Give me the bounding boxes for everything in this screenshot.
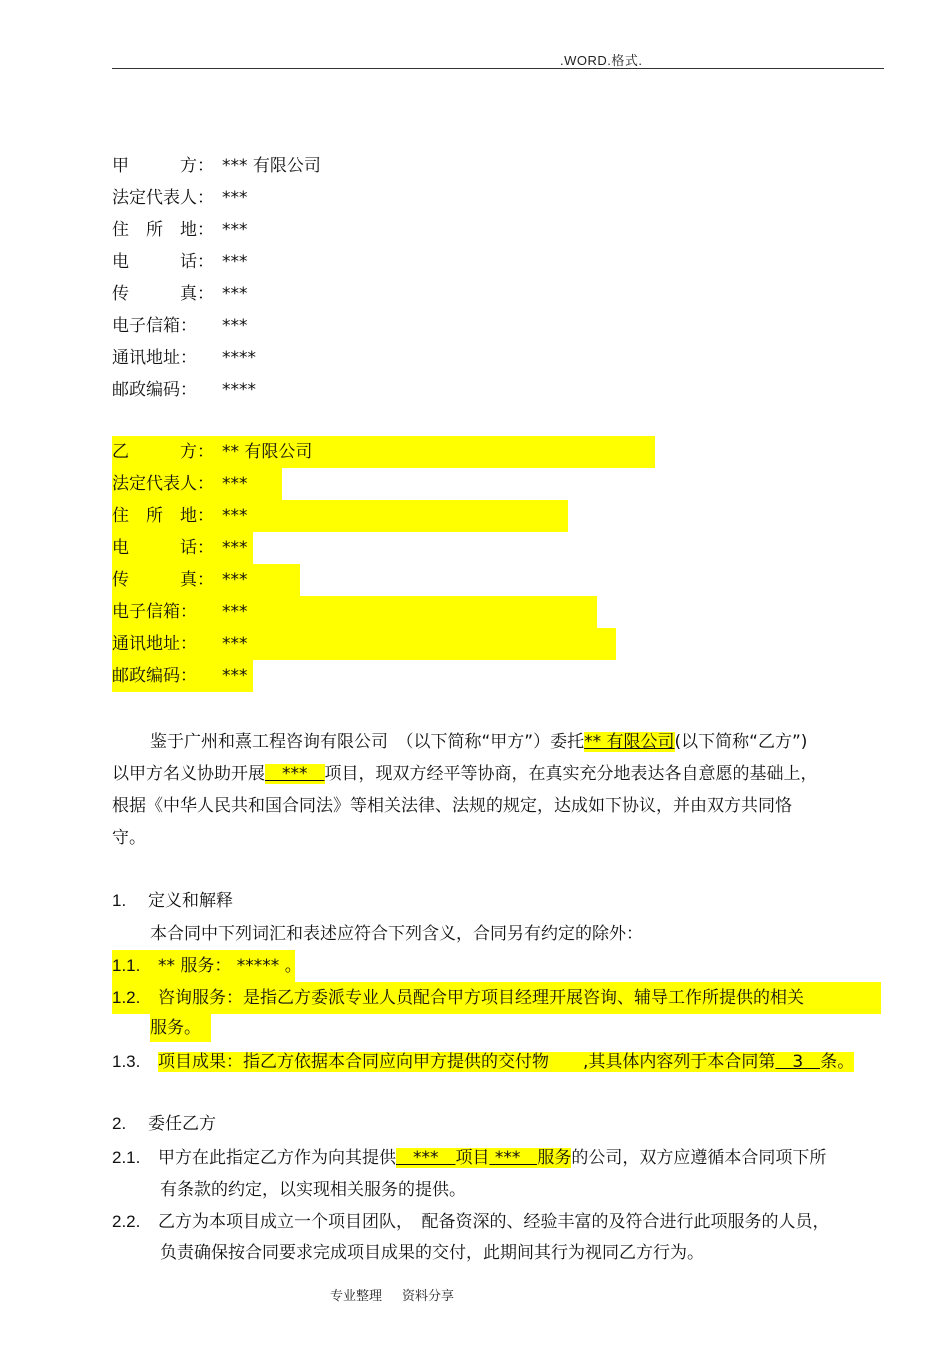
party-a-row — [112, 214, 248, 246]
intro-line: 根据《中华人民共和国合同法》等相关法律、法规的规定，达成如下协议，并由双方共同恪 — [112, 796, 792, 816]
party-b-value: *** — [222, 602, 248, 622]
footer-left: 专业整理 — [330, 1289, 383, 1304]
party-a-row — [112, 278, 248, 310]
party-b-row — [112, 532, 253, 564]
section-title: 定义和解释 — [148, 891, 233, 911]
party-b-label: 传 真： — [112, 570, 214, 590]
party-a-value: *** — [222, 188, 248, 208]
party-b-label: 电 话： — [112, 538, 214, 558]
party-a-value: **** — [222, 348, 256, 368]
clause-1-3 — [112, 1046, 854, 1078]
party-a-label: 住 所 地： — [112, 220, 214, 240]
party-b-row — [112, 500, 568, 532]
intro-text: 以甲方名义协助开展 — [112, 764, 265, 784]
clause-1-2-cont: 服务。 — [150, 1014, 211, 1042]
party-b-label: 住 所 地： — [112, 506, 214, 526]
party-b-row — [112, 468, 282, 500]
clause-text: 甲方在此指定乙方作为向其提供 — [158, 1148, 396, 1168]
clause-number: 1.1. — [112, 956, 141, 975]
service-highlight: *** — [396, 1148, 456, 1168]
clause-text: 条。 — [820, 1052, 855, 1072]
clause-2-1 — [112, 1142, 826, 1174]
service-highlight: *** — [489, 1148, 538, 1168]
clause-2-1-cont: 有条款的约定，以实现相关服务的提供。 — [160, 1180, 466, 1200]
clause-ref-highlight: 3 — [775, 1052, 821, 1072]
party-a-value: *** — [222, 284, 248, 304]
party-a-label: 邮政编码： — [112, 380, 197, 400]
intro-text: 鉴于广州和熹工程咨询有限公司 （以下简称“甲方”）委托 — [150, 732, 585, 752]
party-a-value: *** — [222, 220, 248, 240]
clause-number: 1.2. — [112, 988, 141, 1007]
party-a-value: *** — [222, 252, 248, 272]
party-a-label: 电 话： — [112, 252, 214, 272]
clause-text: 咨询服务：是指乙方委派专业人员配合甲方项目经理开展咨询、辅导工作所提供的相关 — [158, 988, 804, 1008]
clause-1-2 — [112, 982, 881, 1014]
section-1-lead: 本合同中下列词汇和表述应符合下列含义，合同另有约定的除外： — [150, 924, 643, 944]
footer-right: 资料分享 — [402, 1289, 455, 1304]
party-a-row — [112, 182, 248, 214]
party-b-value: *** — [222, 666, 248, 686]
party-b-row — [112, 660, 253, 692]
page-footer — [330, 1285, 454, 1304]
party-a-row — [112, 374, 256, 406]
party-a-value: *** 有限公司 — [222, 156, 321, 176]
party-b-label: 邮政编码： — [112, 666, 197, 686]
intro-text: (以下简称“乙方”) — [674, 732, 808, 752]
page-header: .WORD.格式. — [560, 53, 643, 68]
party-b-value: ** 有限公司 — [222, 442, 313, 462]
party-b-label: 电子信箱： — [112, 602, 197, 622]
party-a-value: **** — [222, 380, 256, 400]
party-a-label: 法定代表人： — [112, 188, 214, 208]
clause-text: 项目成果：指乙方依据本合同应向甲方提供的交付物 ,其具体内容列于本合同第 — [158, 1052, 776, 1072]
intro-line: 守。 — [112, 828, 146, 848]
clause-number: 2.1. — [112, 1148, 141, 1167]
clause-2-2-cont: 负责确保按合同要求完成项目成果的交付，此期间其行为视同乙方行为。 — [160, 1243, 704, 1263]
party-a-label: 传 真： — [112, 284, 214, 304]
party-b-label: 通讯地址： — [112, 634, 197, 654]
clause-1-1 — [112, 950, 302, 982]
clause-2-2 — [112, 1208, 830, 1236]
party-a-label: 通讯地址： — [112, 348, 197, 368]
service-highlight: 项目 — [455, 1148, 490, 1168]
party-b-value: *** — [222, 474, 248, 494]
section-number: 2. — [112, 1114, 127, 1133]
party-b-row — [112, 628, 616, 660]
party-b-row — [112, 596, 597, 628]
clause-text: 乙方为本项目成立一个项目团队， 配备资深的、经验丰富的及符合进行此项服务的人员， — [158, 1212, 830, 1232]
party-b-value: *** — [222, 538, 248, 558]
party-b-row — [112, 436, 655, 468]
party-a-row — [112, 342, 256, 374]
party-b-row — [112, 564, 300, 596]
party-a-value: *** — [222, 316, 248, 336]
clause-number: 2.2. — [112, 1212, 141, 1231]
party-b-label: 乙 方： — [112, 442, 214, 462]
party-a-label: 电子信箱： — [112, 316, 197, 336]
intro-line — [112, 726, 892, 758]
clause-number: 1.3. — [112, 1052, 141, 1071]
party-a-label: 甲 方： — [112, 156, 214, 176]
intro-paragraph — [112, 726, 892, 854]
section-1-heading — [112, 887, 233, 915]
party-b-label: 法定代表人： — [112, 474, 214, 494]
party-a-row — [112, 310, 248, 342]
party-a-row — [112, 246, 248, 278]
party-b-value: *** — [222, 506, 248, 526]
service-highlight: 服务 — [537, 1148, 572, 1168]
section-number: 1. — [112, 891, 127, 910]
project-name-highlight: *** — [265, 764, 325, 784]
intro-text: 项目，现双方经平等协商，在真实充分地表达各自意愿的基础上， — [324, 764, 818, 784]
intro-line — [112, 758, 892, 790]
clause-text: ** 服务： ***** 。 — [158, 956, 302, 976]
party-b-value: *** — [222, 634, 248, 654]
section-2-heading — [112, 1110, 216, 1138]
party-b-value: *** — [222, 570, 248, 590]
clause-text: 的公司，双方应遵循本合同项下所 — [571, 1148, 827, 1168]
section-title: 委任乙方 — [148, 1114, 216, 1134]
header-rule — [112, 68, 884, 69]
party-b-name-highlight: ** 有限公司 — [584, 732, 675, 752]
party-a-row — [112, 150, 321, 182]
